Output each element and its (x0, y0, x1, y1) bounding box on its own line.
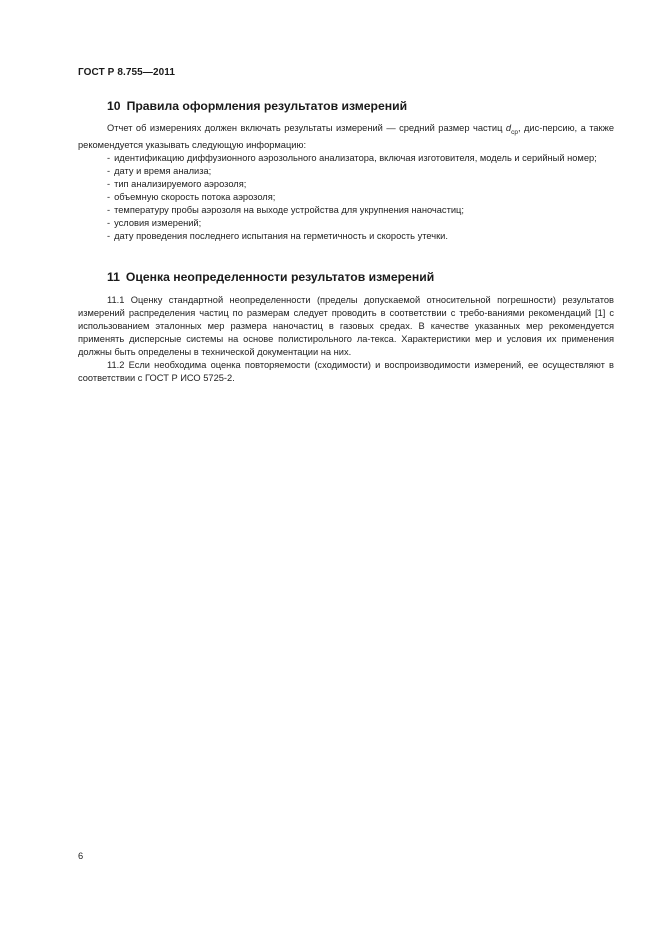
paragraph-11-1: 11.1 Оценку стандартной неопределенности (пределы допускаемой относительной погрешности) результатов измерений распределения частиц по размерам следует проводить в соответствии с требо-ваниями рекомендаций [1] с использованием эталонных мер размера наночастиц в газовых средах. В качестве указанных мер рекомендуется применять дисперсные системы на основе полистирольного ла-текса. Характеристики мер и условия их применения должны быть определены в технической документации на них. (78, 295, 614, 357)
list-item-text: дату и время анализа; (114, 165, 212, 176)
section-11-number: 11 (107, 270, 120, 284)
particle-size-symbol-subscript: ср (511, 128, 518, 136)
list-item-text: дату проведения последнего испытания на герметичность и скорость утечки. (114, 230, 448, 241)
section-10 (78, 99, 614, 243)
section-10-intro-before: Отчет об измерениях должен включать результаты измерений — средний размер частиц (107, 123, 506, 133)
section-11-heading (107, 270, 614, 284)
list-item: - тип анализируемого аэрозоля; (107, 178, 247, 189)
list-item-text: объемную скорость потока аэрозоля; (114, 191, 276, 202)
section-10-intro (78, 122, 614, 152)
paragraph-11-2: 11.2 Если необходима оценка повторяемости (сходимости) и воспроизводимости измерений, ее осуществляют в соответствии с ГОСТ Р ИСО 5725-2. (78, 360, 614, 383)
list-item-text: условия измерений; (114, 217, 202, 228)
list-item: - дату проведения последнего испытания на герметичность и скорость утечки. (107, 230, 448, 241)
list-item: - идентификацию диффузионного аэрозольного анализатора, включая изготовителя, модель и серийный номер; (107, 152, 597, 163)
list-item-text: тип анализируемого аэрозоля; (114, 178, 247, 189)
section-10-number: 10 (107, 99, 121, 113)
list-item: - дату и время анализа; (107, 165, 212, 176)
report-info-list (78, 152, 614, 243)
list-item: - объемную скорость потока аэрозоля; (107, 191, 276, 202)
particle-size-symbol (505, 123, 518, 136)
particle-size-symbol-letter: d (505, 123, 512, 133)
section-11 (78, 270, 614, 385)
list-item-text: идентификацию диффузионного аэрозольного анализатора, включая изготовителя, модель и серийный номер; (114, 152, 597, 163)
list-item: - условия измерений; (107, 217, 202, 228)
section-10-title: Правила оформления результатов измерений (126, 99, 408, 113)
section-11-title: Оценка неопределенности результатов измерений (125, 270, 435, 284)
section-10-heading (107, 99, 614, 113)
document-header: ГОСТ Р 8.755—2011 (78, 67, 176, 78)
page-number: 6 (78, 851, 84, 861)
list-item-text: температуру пробы аэрозоля на выходе устройства для укрупнения наночастиц; (114, 204, 464, 215)
section-10-intro-after: , дис-персию, а также рекомендуется указывать следующую информацию: (78, 123, 614, 150)
list-item: - температуру пробы аэрозоля на выходе устройства для укрупнения наночастиц; (107, 204, 464, 215)
